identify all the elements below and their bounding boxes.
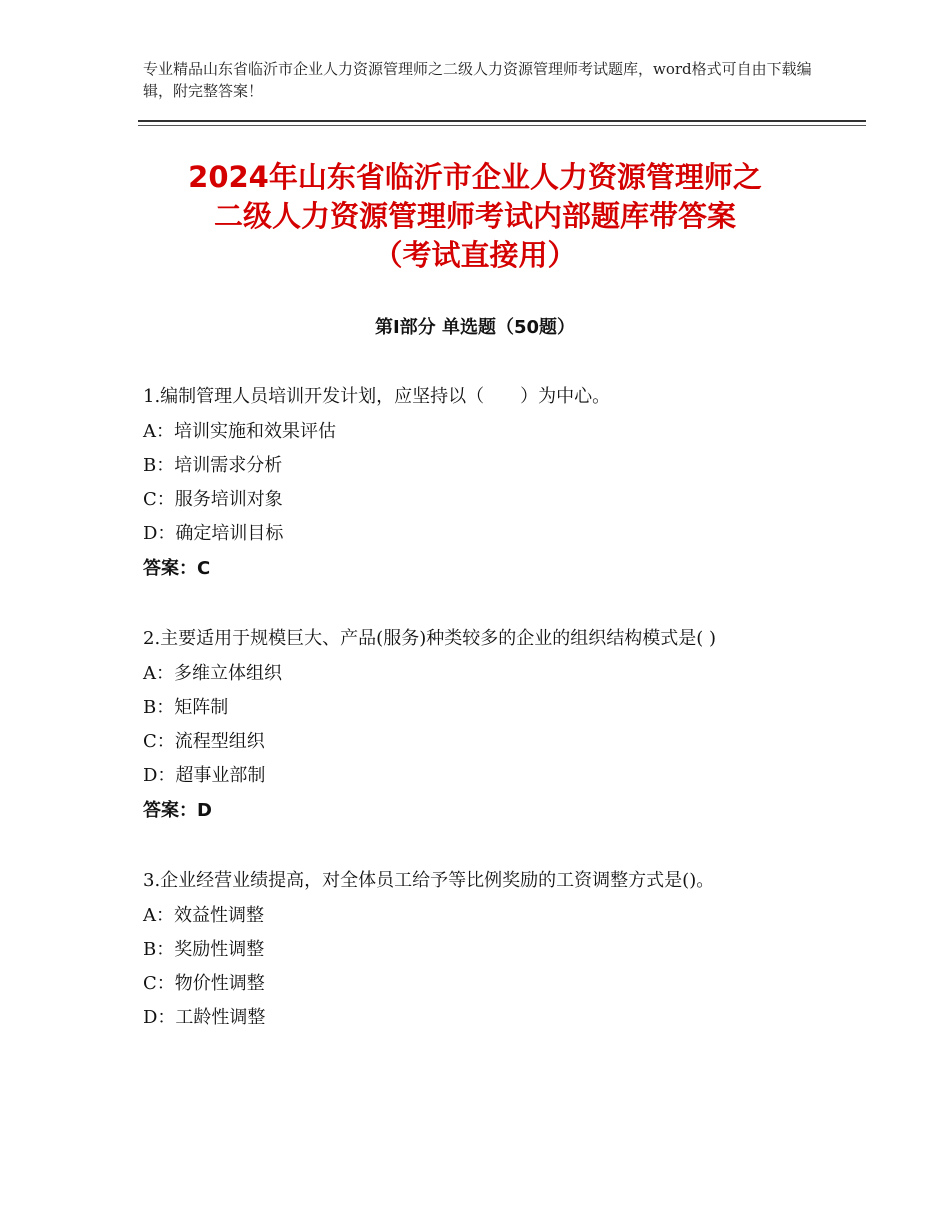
- question-stem: 2.主要适用于规模巨大、产品(服务)种类较多的企业的组织结构模式是( ): [143, 628, 716, 649]
- question-3: [143, 865, 803, 1035]
- option-d: D：超事业部制: [143, 765, 266, 786]
- option-c: C：流程型组织: [143, 731, 265, 752]
- option-a: A：效益性调整: [143, 905, 264, 926]
- question-list: [143, 381, 803, 1071]
- question-2: [143, 623, 803, 829]
- option-a: A：多维立体组织: [143, 663, 282, 684]
- question-stem: 1.编制管理人员培训开发计划，应坚持以（ ）为中心。: [143, 386, 611, 407]
- answer: 答案：C: [143, 558, 211, 579]
- option-b: B：奖励性调整: [143, 939, 265, 960]
- option-b: B：矩阵制: [143, 697, 229, 718]
- header-note: 专业精品山东省临沂市企业人力资源管理师之二级人力资源管理师考试题库，word格式可自由下载编辑，附完整答案！: [143, 60, 812, 100]
- question-stem: 3.企业经营业绩提高，对全体员工给予等比例奖励的工资调整方式是()。: [143, 870, 715, 891]
- title-line-3: （考试直接用）: [373, 238, 577, 272]
- option-a: A：培训实施和效果评估: [143, 421, 336, 442]
- title-line-2: 二级人力资源管理师考试内部题库带答案: [213, 199, 736, 233]
- document-title: [120, 158, 830, 275]
- question-1: [143, 381, 803, 587]
- option-b: B：培训需求分析: [143, 455, 283, 476]
- title-line-1: 2024年山东省临沂市企业人力资源管理师之: [188, 160, 762, 194]
- answer: 答案：D: [143, 800, 212, 821]
- option-d: D：工龄性调整: [143, 1007, 266, 1028]
- header-rule-thin: [138, 125, 866, 126]
- option-d: D：确定培训目标: [143, 523, 284, 544]
- option-c: C：服务培训对象: [143, 489, 283, 510]
- header-rule-thick: [138, 120, 866, 122]
- section-title: 第Ⅰ部分 单选题（50题）: [374, 317, 575, 338]
- option-c: C：物价性调整: [143, 973, 265, 994]
